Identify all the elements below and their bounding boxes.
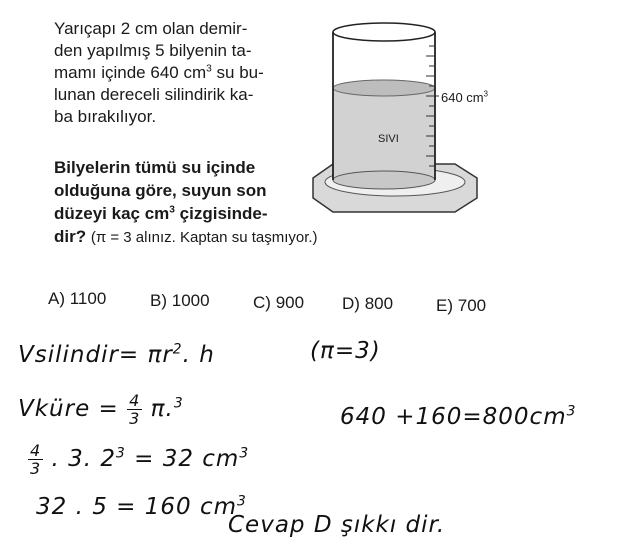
option-b[interactable]: B) 1000 <box>150 291 210 310</box>
option-a[interactable]: A) 1100 <box>48 289 107 308</box>
cylinder-rim <box>333 23 435 41</box>
fraction-4-3-b: $\frac{4}{3}$ <box>30 441 42 478</box>
problem-line-4: lunan dereceli silindirik ka- <box>54 85 254 104</box>
question-line-4: dir? (π = 3 alınız. Kaptan su taşmıyor.) <box>54 227 318 246</box>
solution-line-3: $\frac{4}{3}$ . 3. $2^3 = 32$ $cm^3$ <box>30 441 250 478</box>
question-line-1: Bilyelerin tümü su içinde <box>54 158 256 177</box>
solution-total: $640 +160=800cm^3$ <box>340 403 577 430</box>
question-line-3: düzeyi kaç $cm^3$ çizgisinde- <box>54 204 268 223</box>
solution-answer: Cevap D şıkkı dir. <box>228 512 446 538</box>
solution-line-2: Vküre = $\frac{4}{3}$ π.$^3$ <box>18 391 184 428</box>
fraction-4-3-a: $\frac{4}{3}$ <box>129 391 141 428</box>
option-d[interactable]: D) 800 <box>342 294 394 313</box>
option-c[interactable]: C) 900 <box>253 293 305 312</box>
question-line-2: olduğuna göre, suyun son <box>54 181 267 200</box>
problem-line-2: den yapılmış 5 bilyenin ta- <box>54 41 252 60</box>
liquid-label: SIVI <box>378 133 399 145</box>
problem-line-3: mamı içinde 640 $cm^3$ su bu- <box>54 63 264 82</box>
option-e[interactable]: E) 700 <box>436 296 487 315</box>
solution-line-1: Vsilindir= $\pi r^2$. h <box>18 341 215 368</box>
solution-line-4: 32 . 5 = 160 $cm^3$ <box>36 493 247 520</box>
solution-pi-note: (π=3) <box>310 338 381 364</box>
problem-line-1: Yarıçapı 2 cm olan demir- <box>54 19 248 38</box>
problem-line-5: ba bırakılıyor. <box>54 107 157 126</box>
cylinder-bottom <box>333 171 435 189</box>
liquid-surface <box>333 80 435 96</box>
graduated-cylinder-figure <box>305 10 495 218</box>
volume-label: 640 $cm^3$ <box>441 89 488 105</box>
